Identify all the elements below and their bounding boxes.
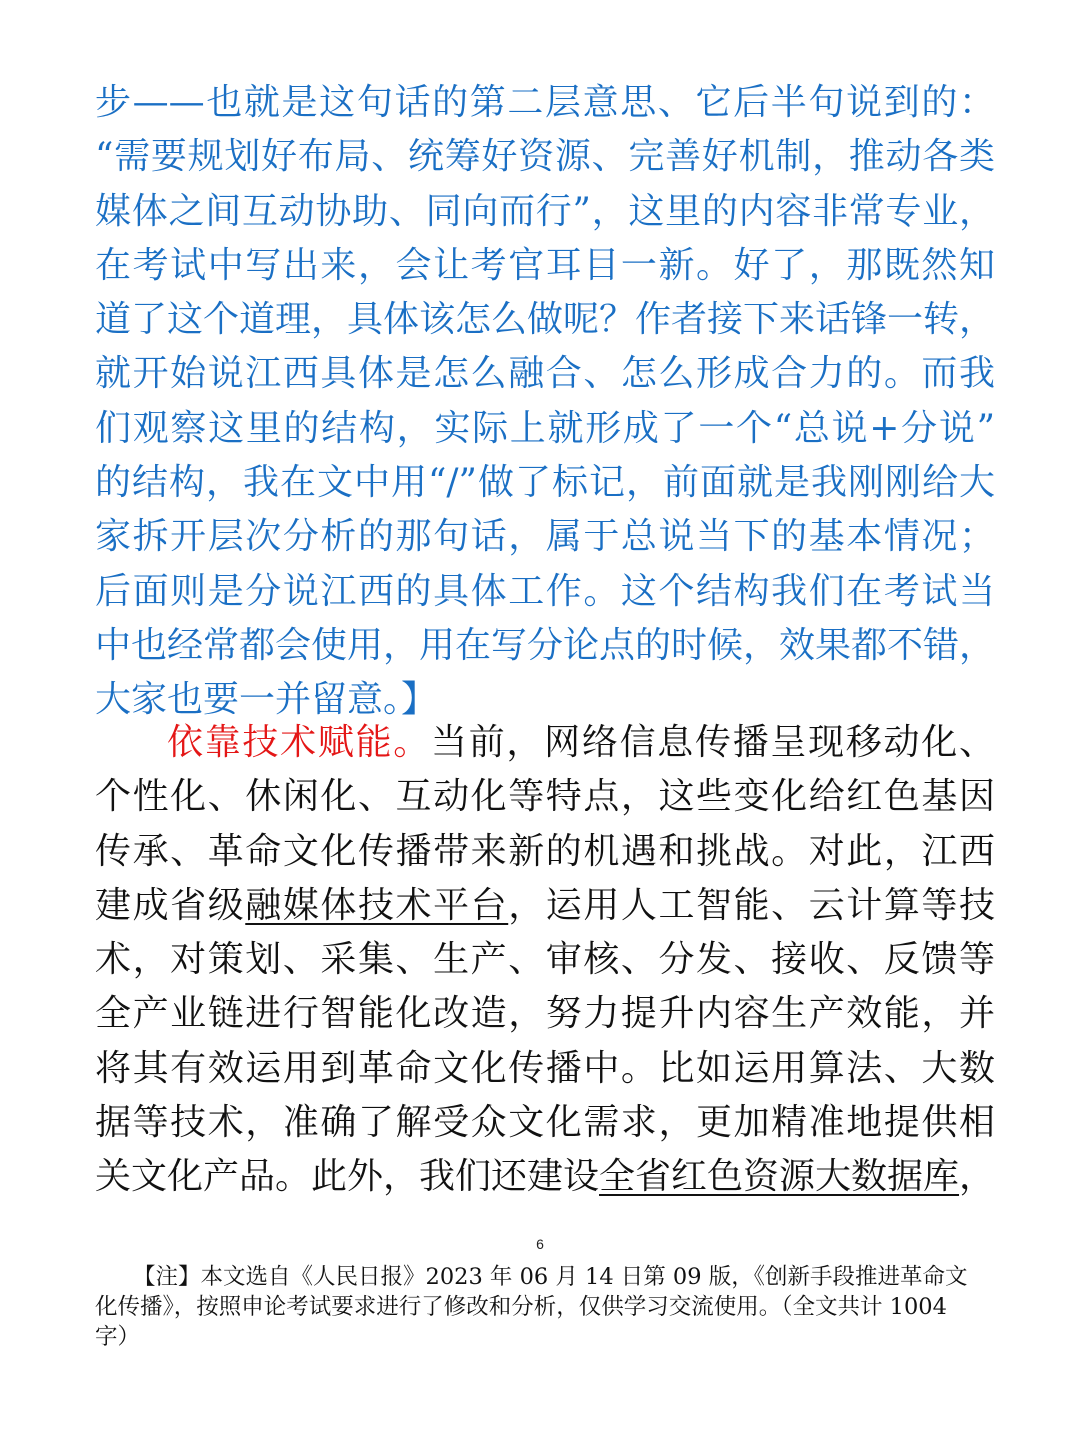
commentary-line: “需要规划好布局、统筹好资源、完善好机制，推动各类 xyxy=(95,136,995,178)
commentary-line: 的结构，我在文中用“/”做了标记，前面就是我刚刚给大 xyxy=(95,462,995,504)
underlined-phrase: 融媒体技术平台 xyxy=(245,884,509,926)
commentary-line: 媒体之间互动协助、同向而行”，这里的内容非常专业， xyxy=(95,190,995,232)
commentary-line: 在考试中写出来，会让考官耳目一新。好了，那既然知 xyxy=(95,244,995,286)
commentary-line: 家拆开层次分析的那句话，属于总说当下的基本情况； xyxy=(95,516,995,558)
commentary-line: 们观察这里的结构，实际上就形成了一个“总说+分说” xyxy=(95,407,995,449)
commentary-line: 步——也就是这句话的第二层意思、它后半句说到的： xyxy=(95,82,995,123)
paragraph-line: 个性化、休闲化、互动化等特点，这些变化给红色基因 xyxy=(95,776,995,818)
note-line: 字） xyxy=(95,1324,141,1350)
note-line: 化传播》，按照申论考试要求进行了修改和分析，仅供学习交流使用。（全文共计 1004 xyxy=(95,1294,947,1320)
commentary-line: 大家也要一并留意。】 xyxy=(95,679,438,721)
paragraph-text: ，运用人工智能、云计算等技 xyxy=(508,884,995,926)
commentary-line: 中也经常都会使用，用在写分论点的时候，效果都不错， xyxy=(95,624,996,666)
paragraph-line: 术，对策划、采集、生产、审核、分发、接收、反馈等 xyxy=(95,939,995,981)
paragraph-line: 传承、革命文化传播带来新的机遇和挑战。对此，江西 xyxy=(95,830,995,872)
paragraph-line: 全产业链进行智能化改造，努力提升内容生产效能，并 xyxy=(95,993,995,1035)
commentary-line: 道了这个道理，具体该怎么做呢？作者接下来话锋一转， xyxy=(95,299,996,341)
paragraph-heading: 依靠技术赋能。 xyxy=(167,722,431,763)
paragraph-text: ， xyxy=(959,1156,996,1198)
paragraph-text: 建成省级 xyxy=(95,884,246,926)
paragraph-line xyxy=(95,1150,995,1204)
paragraph-line: 将其有效运用到革命文化传播中。比如运用算法、大数 xyxy=(95,1047,995,1089)
note-line: 【注】本文选自《人民日报》2023 年 06 月 14 日第 09 版，《创新手段推进革命文 xyxy=(133,1264,968,1290)
page-number: 6 xyxy=(536,1236,544,1252)
commentary-line: 后面则是分说江西的具体工作。这个结构我们在考试当 xyxy=(95,570,995,612)
paragraph-text: 当前，网络信息传播呈现移动化、 xyxy=(431,722,995,763)
paragraph-line: 据等技术，准确了解受众文化需求，更加精准地提供相 xyxy=(95,1102,995,1144)
paragraph-line xyxy=(95,716,995,770)
analysis-commentary-block xyxy=(95,76,995,728)
paragraph-line xyxy=(95,879,995,933)
paragraph-text: 关文化产品。此外，我们还建设 xyxy=(95,1156,600,1198)
commentary-line: 就开始说江西具体是怎么融合、怎么形成合力的。而我 xyxy=(95,353,995,395)
article-paragraph xyxy=(95,716,995,1205)
underlined-phrase: 全省红色资源大数据库 xyxy=(599,1156,960,1198)
source-note xyxy=(95,1262,990,1352)
